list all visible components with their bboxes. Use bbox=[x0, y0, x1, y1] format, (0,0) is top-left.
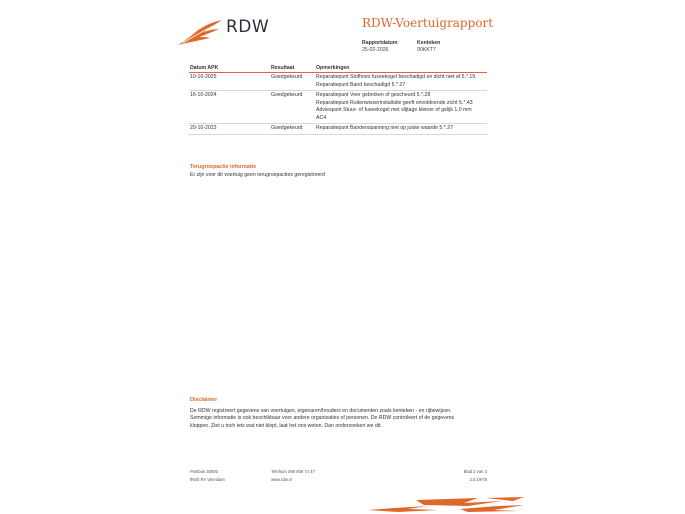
apk-date: 10-10-2025 bbox=[189, 73, 270, 91]
column-header-notes: Opmerkingen bbox=[315, 64, 487, 73]
disclaimer-line: De RDW registreert gegevens van voertuigen, eigenaren/houders en documenten zoals kenteken - en rijbewijzen. bbox=[190, 408, 452, 414]
recall-text: Er zijn voor dit voertuig geen terugroepacties geregistreerd bbox=[190, 172, 325, 178]
apk-notes: Reparatiepunt Veer gebroken of gescheurd 5.*.28 Reparatiepunt Ruitenwisserinstallatie geeft onvoldoende zicht 5.*.43 Adviespunt Stuur- of fuseekogel met slijtage kleiner of gelijk 1,0 mm AC4 bbox=[315, 91, 487, 124]
disclaimer-heading: Disclaimer bbox=[190, 397, 218, 403]
recall-heading: Terugroepactie informatie bbox=[190, 164, 257, 170]
disclaimer-text bbox=[190, 408, 454, 430]
apk-notes: Reparatiepunt Bandenspanning niet op juiste waarde 5.*.27 bbox=[315, 124, 487, 135]
report-date-label: Rapportdatum bbox=[362, 40, 398, 46]
apk-result: Goedgekeurd bbox=[270, 91, 315, 124]
rdw-logo bbox=[177, 16, 272, 48]
column-header-date: Datum APK bbox=[189, 64, 270, 73]
disclaimer-line: Sommige informatie is ook beschikbaar voor andere organisaties of personen. De RDW controleert of de gegevens bbox=[190, 415, 455, 422]
footer-postbus: Postbus 30000 bbox=[190, 469, 218, 474]
plate-block bbox=[417, 40, 440, 54]
table-row bbox=[189, 73, 487, 91]
apk-date: 16-10-2024 bbox=[189, 91, 270, 124]
brand-name: RDW bbox=[226, 17, 270, 37]
footer-version: 2.0.19/78 bbox=[469, 477, 487, 482]
footer-phone: Telefoon 088 008 74 47 bbox=[271, 469, 315, 474]
apk-notes: Reparatiepunt Stofhoes fuseekogel beschadigd en dicht niet af 5.*.19 Reparatiepunt Band beschadigd 5.*.27 bbox=[315, 73, 487, 91]
footer-website[interactable]: www.rdw.nl bbox=[271, 477, 292, 482]
apk-result: Goedgekeurd bbox=[270, 124, 315, 135]
footer-contact bbox=[271, 468, 315, 484]
table-row bbox=[189, 124, 487, 135]
plate-label: Kenteken bbox=[417, 40, 441, 46]
apk-date: 20-10-2023 bbox=[189, 124, 270, 135]
table-header-row bbox=[189, 64, 487, 73]
apk-history-table bbox=[189, 64, 487, 135]
footer-page-number: Blad 2 van 3 bbox=[463, 469, 487, 474]
disclaimer-line: kloppen. Ziet u toch iets wat niet klopt, laat het ons weten. Dan onderzoeken we dit. bbox=[190, 422, 382, 429]
footer-postcode: 9640 RA Veendam bbox=[190, 477, 225, 482]
rdw-feather-icon bbox=[177, 20, 223, 46]
plate-value: 90KKT7 bbox=[417, 47, 436, 53]
apk-result: Goedgekeurd bbox=[270, 73, 315, 91]
report-date-value: 25-02-2026 bbox=[362, 47, 389, 53]
decorative-stripes-icon bbox=[368, 496, 528, 514]
column-header-result: Resultaat bbox=[270, 64, 315, 73]
document-title: RDW-Voertuigrapport bbox=[362, 16, 494, 30]
report-date-block bbox=[362, 40, 397, 54]
table-row bbox=[189, 91, 487, 124]
footer-address bbox=[190, 468, 225, 484]
footer-page-info bbox=[440, 468, 487, 484]
